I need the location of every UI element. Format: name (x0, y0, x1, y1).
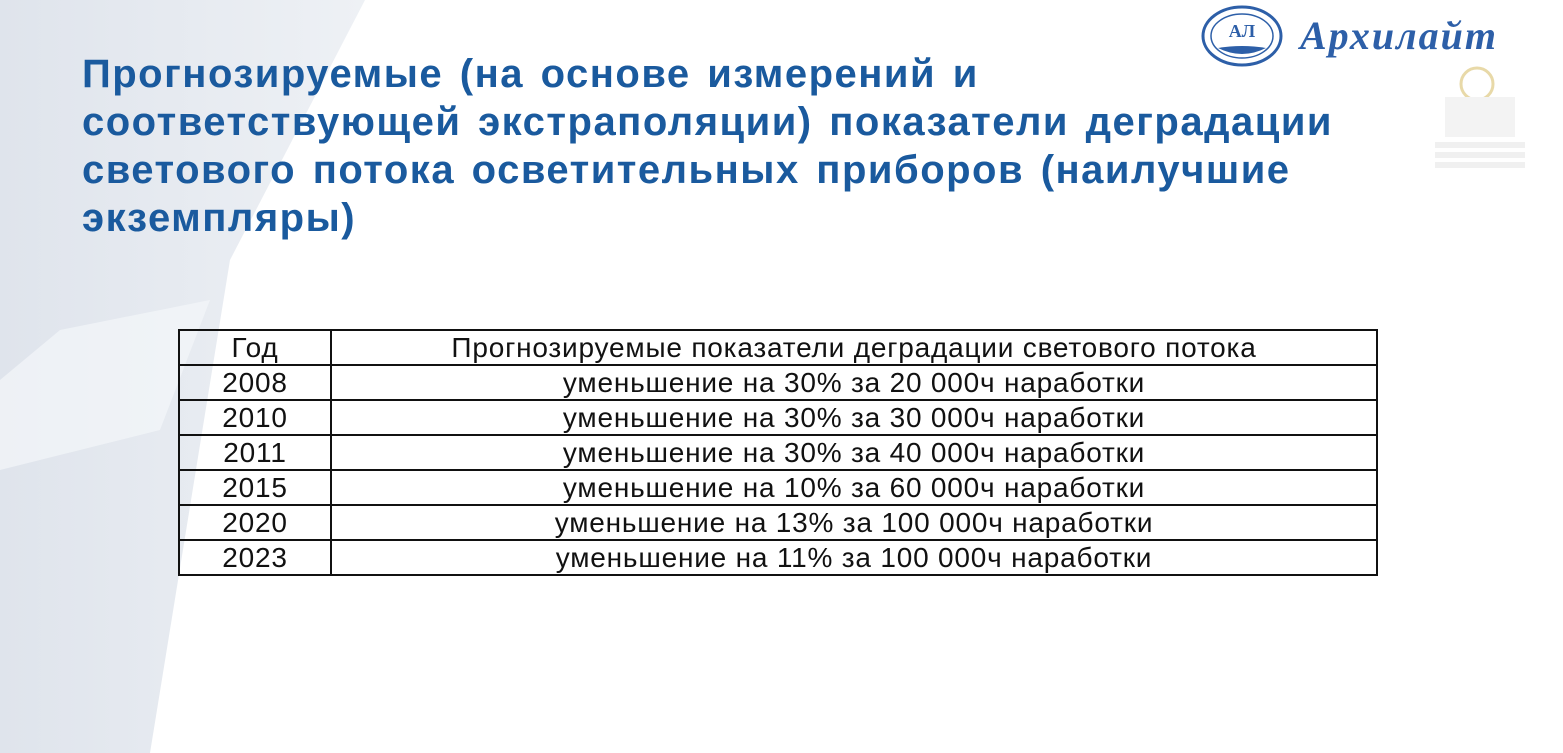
degradation-table (178, 329, 1378, 576)
cell-year: 2015 (179, 470, 331, 505)
cell-value: уменьшение на 10% за 60 000ч наработки (331, 470, 1377, 505)
table-row (179, 540, 1377, 575)
header-year: Год (179, 330, 331, 365)
table (178, 329, 1378, 576)
cell-value: уменьшение на 11% за 100 000ч наработки (331, 540, 1377, 575)
table-header-row (179, 330, 1377, 365)
svg-text:АЛ: АЛ (1228, 21, 1256, 41)
table-row (179, 365, 1377, 400)
table-row (179, 400, 1377, 435)
table-row (179, 470, 1377, 505)
cell-year: 2008 (179, 365, 331, 400)
cell-year: 2010 (179, 400, 331, 435)
cell-year: 2023 (179, 540, 331, 575)
logo-emblem-icon (1200, 4, 1286, 68)
cell-year: 2011 (179, 435, 331, 470)
logo-text: Архилайт (1300, 13, 1499, 58)
cell-year: 2020 (179, 505, 331, 540)
table-row (179, 505, 1377, 540)
cell-value: уменьшение на 13% за 100 000ч наработки (331, 505, 1377, 540)
cell-value: уменьшение на 30% за 30 000ч наработки (331, 400, 1377, 435)
cell-value: уменьшение на 30% за 40 000ч наработки (331, 435, 1377, 470)
header-indicator: Прогнозируемые показатели деградации светового потока (331, 330, 1377, 365)
table-row (179, 435, 1377, 470)
cell-value: уменьшение на 30% за 20 000ч наработки (331, 365, 1377, 400)
lamp-watermark-icon (1425, 52, 1535, 182)
slide-title: Прогнозируемые (на основе измерений и соответствующей экстраполяции) показатели деградации светового потока осветительных приборов (наилучшие экземпляры) (82, 52, 1334, 240)
